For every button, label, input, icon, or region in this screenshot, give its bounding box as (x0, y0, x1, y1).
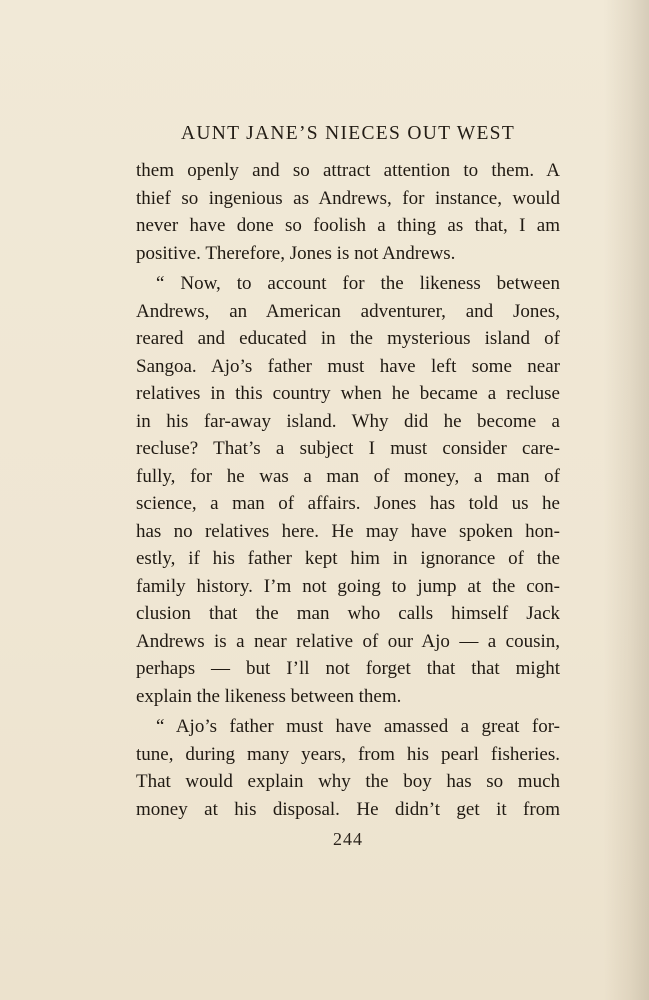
text-line: recluse? That’s a subject I must consider care- (136, 438, 560, 459)
text-line: That would explain why the boy has so much (136, 771, 560, 792)
text-line: relatives in this country when he became a recluse (136, 383, 560, 404)
text-line: science, a man of affairs. Jones has told us he (136, 493, 560, 514)
text-line: tune, during many years, from his pearl fisheries. (136, 743, 560, 765)
text-line: “ Ajo’s father must have amassed a great for- (156, 716, 560, 737)
text-line: them openly and so attract attention to them. A (136, 160, 560, 181)
text-line: clusion that the man who calls himself Jack (136, 603, 560, 624)
text-line: estly, if his father kept him in ignorance of the (136, 548, 560, 569)
paragraph (136, 713, 560, 823)
paragraph (136, 270, 560, 710)
text-line: reared and educated in the mysterious island of (136, 328, 560, 349)
text-line: family history. I’m not going to jump at the con- (136, 575, 560, 597)
text-line: positive. Therefore, Jones is not Andrews. (136, 242, 456, 264)
text-line: thief so ingenious as Andrews, for instance, would (136, 187, 560, 209)
text-line: “ Now, to account for the likeness between (156, 273, 560, 294)
text-line: never have done so foolish a thing as that, I am (136, 215, 560, 236)
text-line: has no relatives here. He may have spoken hon- (136, 520, 560, 542)
body-text (136, 157, 560, 823)
text-line: Sangoa. Ajo’s father must have left some near (136, 355, 560, 377)
text-line: explain the likeness between them. (136, 685, 402, 707)
text-line: money at his disposal. He didn’t get it from (136, 798, 560, 820)
text-line: perhaps — but I’ll not forget that that might (136, 658, 560, 679)
text-line: in his far-away island. Why did he become a (136, 410, 560, 432)
running-head: AUNT JANE’S NIECES OUT WEST (180, 123, 516, 144)
paragraph (136, 157, 560, 267)
page-number: 244 (333, 829, 363, 849)
text-line: Andrews is a near relative of our Ajo — a cousin, (136, 630, 560, 652)
text-line: Andrews, an American adventurer, and Jones, (136, 300, 560, 322)
text-line: fully, for he was a man of money, a man of (136, 465, 560, 487)
